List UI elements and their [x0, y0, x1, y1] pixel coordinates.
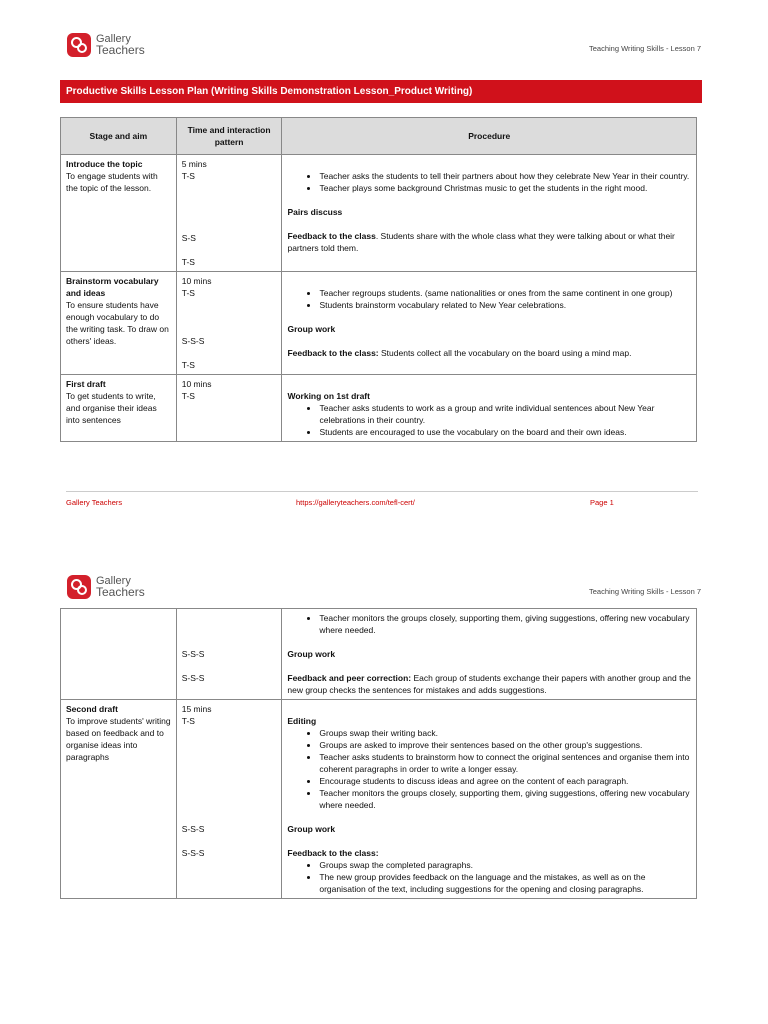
footer-brand: Gallery Teachers [66, 498, 123, 507]
time: 10 mins [181, 276, 212, 286]
procedure-bullet: • Teacher monitors the groups closely, supporting them, giving suggestions, offering new vocabulary where needed. [319, 612, 691, 636]
footer-url-link[interactable]: https://galleryteachers.com/tefl-cert/ [296, 498, 415, 507]
time: 10 mins [181, 379, 212, 389]
feedback-text: Feedback to the class. Students share with the whole class what they were talking about or what their partners told them. [287, 231, 675, 253]
pattern: S-S [181, 233, 196, 243]
pattern: T-S [181, 391, 195, 401]
pattern: T-S [181, 257, 195, 267]
stage-title: Introduce the topic [66, 159, 143, 169]
pattern: T-S [181, 716, 195, 726]
brand-line-2: Teachers [96, 585, 145, 599]
table-row [61, 700, 697, 899]
feedback-text: Feedback and peer correction: Each group of students exchange their papers with another group and the new group checks the sentences for mistakes and adds suggestions. [287, 673, 691, 695]
procedure-bullet: • The new group provides feedback on the language and the mistakes, as well as on the organisation of the text, including suggestions for the opening and closing paragraphs. [319, 871, 691, 895]
table-row [61, 375, 697, 442]
procedure-bullet: • Groups swap their writing back. [319, 727, 691, 739]
brand-line-2: Teachers [96, 43, 145, 57]
table-header-row [61, 118, 697, 155]
group-work-label: Group work [287, 324, 336, 334]
table-row [61, 155, 697, 272]
stage-title: First draft [66, 379, 106, 389]
procedure-bullet: • Encourage students to discuss ideas and agree on the content of each paragraph. [319, 775, 691, 787]
group-work-label: Group work [287, 649, 336, 659]
time: 5 mins [181, 159, 207, 169]
procedure-bullet: • Groups swap the completed paragraphs. [319, 859, 691, 871]
brand-line-1: Gallery [96, 33, 131, 45]
gallery-teachers-logo [67, 33, 145, 57]
header-lesson-title: Teaching Writing Skills - Lesson 7 [589, 587, 701, 596]
stage-aim: To get students to write, and organise their ideas into sentences [66, 391, 157, 425]
header-lesson-title: Teaching Writing Skills - Lesson 7 [589, 44, 701, 53]
pattern: S-S-S [181, 673, 205, 683]
time: 15 mins [181, 704, 212, 714]
pattern: S-S-S [181, 824, 205, 834]
procedure-bullet: • Students brainstorm vocabulary related to New Year celebrations. [319, 299, 691, 311]
pattern: S-S-S [181, 336, 205, 346]
stage-title: Second draft [66, 704, 118, 714]
procedure-bullet: • Teacher asks the students to tell their partners about how they celebrate New Year in their country. [319, 170, 691, 182]
pairs-label: Pairs discuss [287, 207, 343, 217]
procedure-bullet: • Teacher monitors the groups closely, supporting them, giving suggestions, offering new vocabulary where needed. [319, 787, 691, 811]
header-stage: Stage and aim [61, 118, 177, 155]
lesson-plan-banner: Productive Skills Lesson Plan (Writing Skills Demonstration Lesson_Product Writing) [60, 80, 702, 103]
brand-line-1: Gallery [96, 575, 131, 587]
procedure-bullet: • Students are encouraged to use the vocabulary on the board and their own ideas. [319, 426, 691, 438]
lesson-plan-table-continued [60, 608, 697, 899]
procedure-bullet: • Teacher asks students to brainstorm how to connect the original sentences and organise them into coherent paragraphs in order to write a longer essay. [319, 751, 691, 775]
procedure-bullet: • Teacher plays some background Christmas music to get the students in the right mood. [319, 182, 691, 194]
lesson-plan-table [60, 117, 697, 442]
footer-page-number: Page 1 [590, 498, 614, 507]
feedback-label: Feedback to the class: [287, 848, 379, 858]
gallery-teachers-logo [67, 575, 145, 599]
stage-aim: To ensure students have enough vocabulary to do the writing task. To draw on others' ideas. [66, 300, 169, 346]
logo-icon [67, 33, 91, 57]
stage-aim: To engage students with the topic of the lesson. [66, 171, 158, 193]
logo-icon [67, 575, 91, 599]
procedure-bullet: • Teacher regroups students. (same nationalities or ones from the same continent in one group) [319, 287, 691, 299]
group-work-label: Group work [287, 824, 336, 834]
stage-aim: To improve students' writing based on feedback and to organise ideas into paragraphs [66, 716, 171, 762]
feedback-text: Feedback to the class: Students collect all the vocabulary on the board using a mind map. [287, 348, 632, 358]
pattern: S-S-S [181, 649, 205, 659]
procedure-heading: Editing [287, 716, 317, 726]
procedure-heading: Working on 1st draft [287, 391, 370, 401]
procedure-bullet: • Groups are asked to improve their sentences based on the other group's suggestions. [319, 739, 691, 751]
pattern: T-S [181, 171, 195, 181]
table-row [61, 609, 697, 700]
header-procedure: Procedure [282, 118, 697, 155]
header-time: Time and interaction pattern [176, 118, 282, 155]
pattern: T-S [181, 360, 195, 370]
pattern: S-S-S [181, 848, 205, 858]
procedure-bullet: • Teacher asks students to work as a group and write individual sentences about New Year celebrations in their country. [319, 402, 691, 426]
table-row [61, 272, 697, 375]
stage-title: Brainstorm vocabulary and ideas [66, 276, 159, 298]
pattern: T-S [181, 288, 195, 298]
page-2 [0, 560, 768, 1020]
